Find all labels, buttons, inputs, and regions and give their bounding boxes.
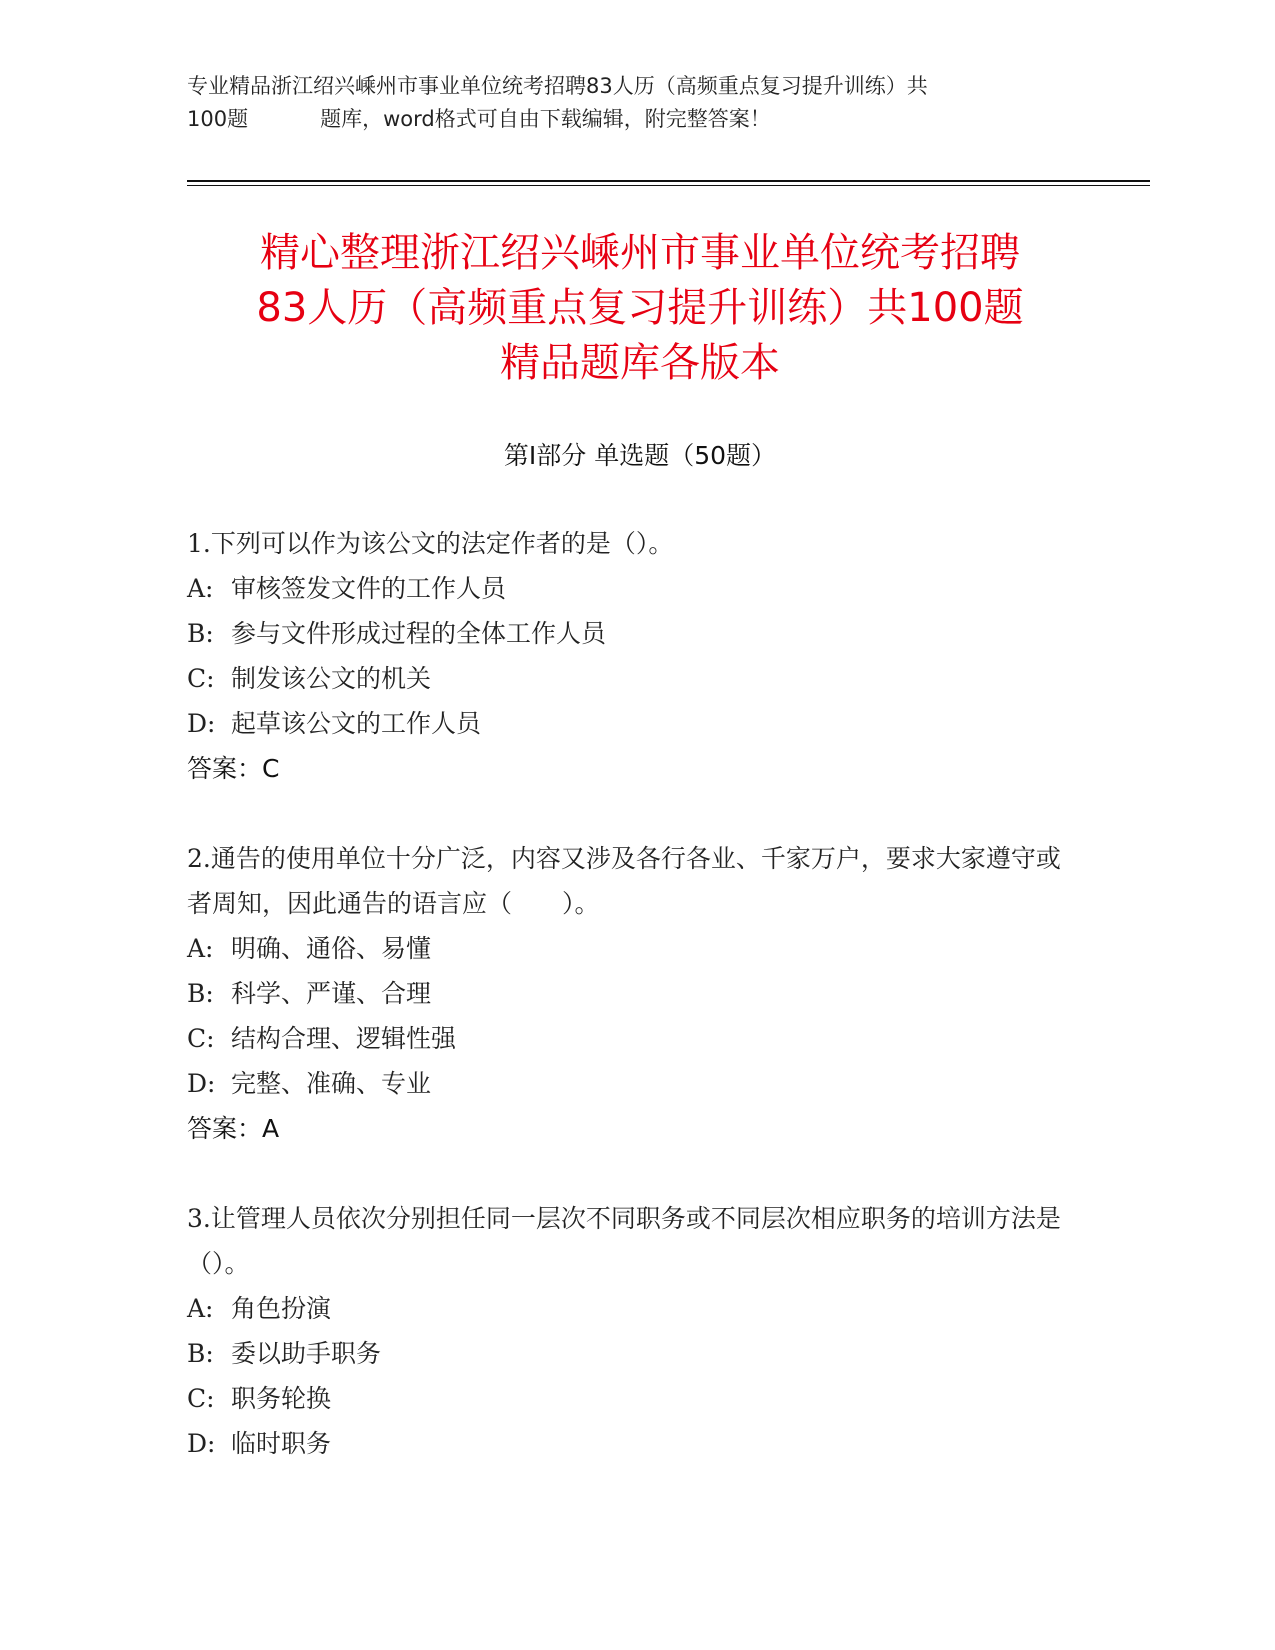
option-c: C: 职务轮换 bbox=[187, 1384, 332, 1413]
title-line-2: 83人历（高频重点复习提升训练）共100题 bbox=[256, 285, 1024, 331]
answer: 答案：A bbox=[187, 1114, 280, 1143]
page-header bbox=[187, 70, 1087, 136]
option-c: C: 结构合理、逻辑性强 bbox=[187, 1024, 457, 1053]
question-2 bbox=[187, 836, 1067, 1151]
question-stem: 2.通告的使用单位十分广泛，内容又涉及各行各业、千家万户，要求大家遵守或者周知，因此通告的语言应（ ）。 bbox=[187, 844, 1061, 918]
answer: 答案：C bbox=[187, 754, 280, 783]
header-count: 100题 bbox=[187, 107, 249, 131]
option-c: C: 制发该公文的机关 bbox=[187, 664, 432, 693]
header-line-1: 专业精品浙江绍兴嵊州市事业单位统考招聘83人历（高频重点复习提升训练）共 bbox=[187, 74, 928, 98]
option-d: D: 临时职务 bbox=[187, 1429, 332, 1458]
option-d: D: 起草该公文的工作人员 bbox=[187, 709, 482, 738]
header-description: 题库，word格式可自由下载编辑，附完整答案！ bbox=[320, 107, 771, 131]
header-divider-thin bbox=[187, 185, 1150, 186]
header-divider-thick bbox=[187, 180, 1150, 182]
title-line-1: 精心整理浙江绍兴嵊州市事业单位统考招聘 bbox=[260, 230, 1020, 276]
option-a: A: 角色扮演 bbox=[187, 1294, 332, 1323]
title-line-3: 精品题库各版本 bbox=[500, 340, 780, 386]
option-b: B: 参与文件形成过程的全体工作人员 bbox=[187, 619, 607, 648]
question-1 bbox=[187, 521, 1067, 791]
document-title bbox=[140, 226, 1140, 391]
option-a: A: 审核签发文件的工作人员 bbox=[187, 574, 507, 603]
section-title: 第Ⅰ部分 单选题（50题） bbox=[503, 441, 777, 470]
question-3 bbox=[187, 1196, 1067, 1466]
question-stem: 1.下列可以作为该公文的法定作者的是（）。 bbox=[187, 529, 674, 558]
option-b: B: 科学、严谨、合理 bbox=[187, 979, 432, 1008]
option-a: A: 明确、通俗、易懂 bbox=[187, 934, 432, 963]
question-stem: 3.让管理人员依次分别担任同一层次不同职务或不同层次相应职务的培训方法是（）。 bbox=[187, 1204, 1061, 1278]
header-line-2 bbox=[187, 103, 1087, 136]
option-d: D: 完整、准确、专业 bbox=[187, 1069, 432, 1098]
option-b: B: 委以助手职务 bbox=[187, 1339, 382, 1368]
question-list bbox=[187, 521, 1067, 1511]
